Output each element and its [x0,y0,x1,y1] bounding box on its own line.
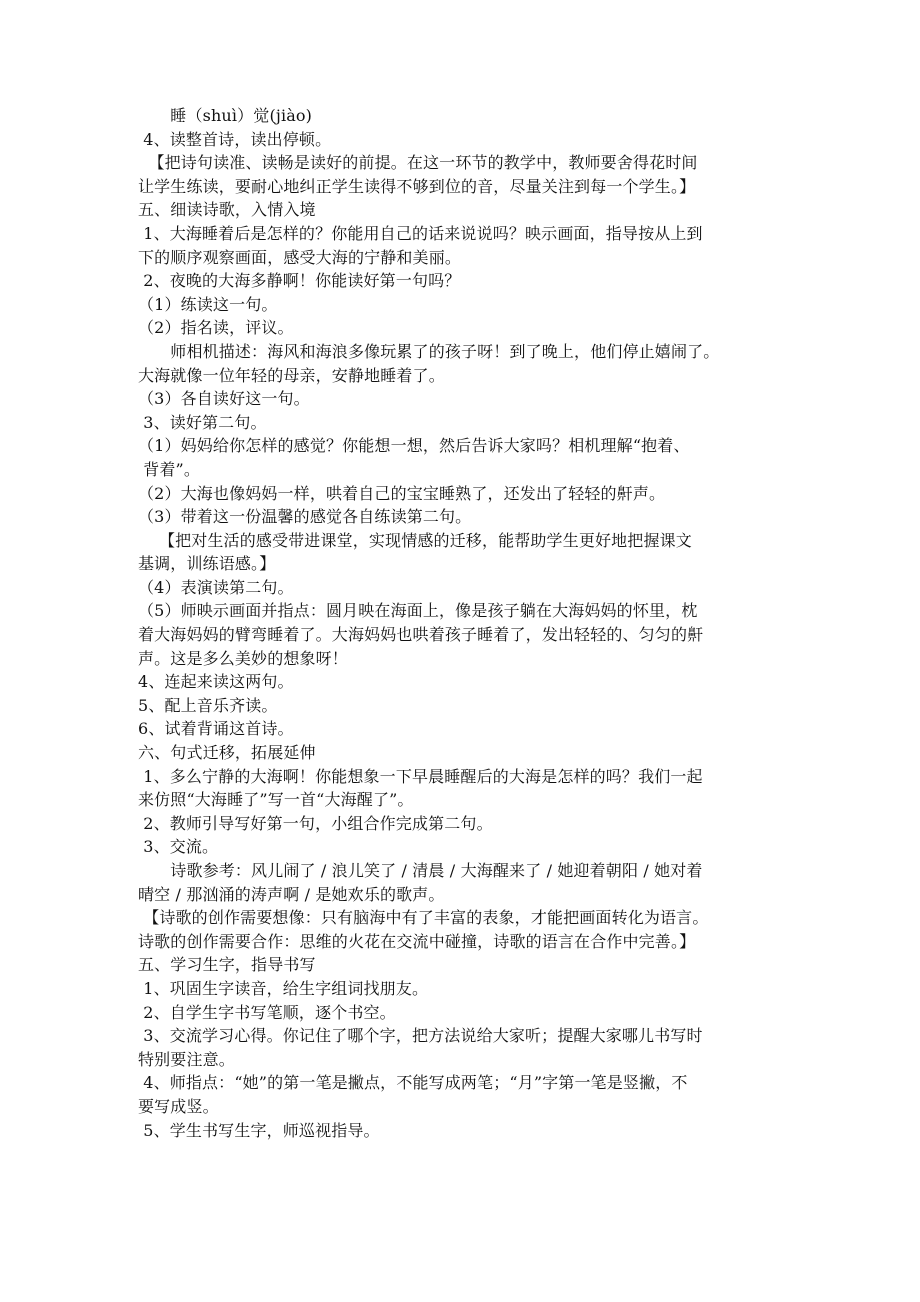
text-line: 1、多么宁静的大海啊！你能想象一下早晨睡醒后的大海是怎样的吗？我们一起 [138,766,703,786]
text-line: 声。这是多么美妙的想象呀！ [138,648,348,668]
text-line: 晴空 / 那汹涌的涛声啊 / 是她欢乐的歌声。 [138,884,445,904]
text-line: 要写成竖。 [138,1096,219,1116]
text-line: 5、配上音乐齐读。 [138,695,278,715]
text-line: 【诗歌的创作需要想像：只有脑海中有了丰富的表象，才能把画面转化为语言。 [138,908,709,928]
text-line: 基调，训练语感。】 [138,554,276,574]
text-line: 【把对生活的感受带进课堂，实现情感的迁移，能帮助学生更好地把握课文 [138,530,692,550]
text-line: （2）指名读，评议。 [138,318,294,338]
text-line: 五、细读诗歌，入情入境 [138,200,316,220]
text-line: 【把诗句读准、读畅是读好的前提。在这一环节的教学中，教师要舍得花时间 [138,153,698,173]
text-line: 1、巩固生字读音，给生字组词找朋友。 [138,978,429,998]
text-line: 师相机描述：海风和海浪多像玩累了的孩子呀！到了晚上，他们停止嬉闹了。 [138,341,720,361]
text-line: 来仿照“大海睡了”写一首“大海醒了”。 [138,790,414,810]
text-line: （3）带着这一份温馨的感觉各自练读第二句。 [138,507,472,527]
text-line: 3、交流学习心得。你记住了哪个字，把方法说给大家听；提醒大家哪儿书写时 [138,1026,703,1046]
text-line: 诗歌的创作需要合作：思维的火花在交流中碰撞，诗歌的语言在合作中完善。】 [138,931,696,951]
text-line: 五、学习生字，指导书写 [138,955,316,975]
text-line: 让学生练读，要耐心地纠正学生读得不够到位的音，尽量关注到每一个学生。】 [138,176,696,196]
text-line: 5、学生书写生字，师巡视指导。 [138,1120,380,1140]
text-line: 六、句式迁移，拓展延伸 [138,743,316,763]
text-line: （2）大海也像妈妈一样，哄着自己的宝宝睡熟了，还发出了轻轻的鼾声。 [138,483,666,503]
text-line: （1）妈妈给你怎样的感觉？你能想一想，然后告诉大家吗？相机理解“抱着、 [138,436,690,456]
text-line: 2、夜晚的大海多静啊！你能读好第一句吗？ [138,271,461,291]
text-line: 下的顺序观察画面，感受大海的宁静和美丽。 [138,247,462,267]
text-line: （3）各自读好这一句。 [138,389,310,409]
text-line: 诗歌参考：风儿闹了 / 浪儿笑了 / 清晨 / 大海醒来了 / 她迎着朝阳 / 她对着 [138,861,703,880]
text-line: 2、教师引导写好第一句，小组合作完成第二句。 [138,813,493,833]
text-line: 背着”。 [138,459,201,479]
text-line: （1）练读这一句。 [138,294,278,314]
text-line: 1、大海睡着后是怎样的？你能用自己的话来说说吗？映示画面，指导按从上到 [138,223,703,243]
document-page [138,104,808,1142]
text-line: 4、读整首诗，读出停顿。 [138,129,332,149]
text-line: 2、自学生字书写笔顺，逐个书空。 [138,1002,396,1022]
text-line: 特别要注意。 [138,1049,235,1069]
text-line: 睡（shuì）觉(jiào) [138,106,313,125]
text-line: 4、连起来读这两句。 [138,672,294,692]
text-line: 着大海妈妈的臂弯睡着了。大海妈妈也哄着孩子睡着了，发出轻轻的、匀匀的鼾 [138,625,704,645]
text-line: （5）师映示画面并指点：圆月映在海面上，像是孩子躺在大海妈妈的怀里，枕 [138,601,698,621]
text-line: 大海就像一位年轻的母亲，安静地睡着了。 [138,365,445,385]
text-line: （4）表演读第二句。 [138,577,294,597]
text-line: 3、读好第二句。 [138,412,267,432]
text-line: 6、试着背诵这首诗。 [138,719,294,739]
text-line: 3、交流。 [138,837,219,857]
text-line: 4、师指点：“她”的第一笔是撇点，不能写成两笔；“月”字第一笔是竖撇，不 [138,1073,688,1093]
